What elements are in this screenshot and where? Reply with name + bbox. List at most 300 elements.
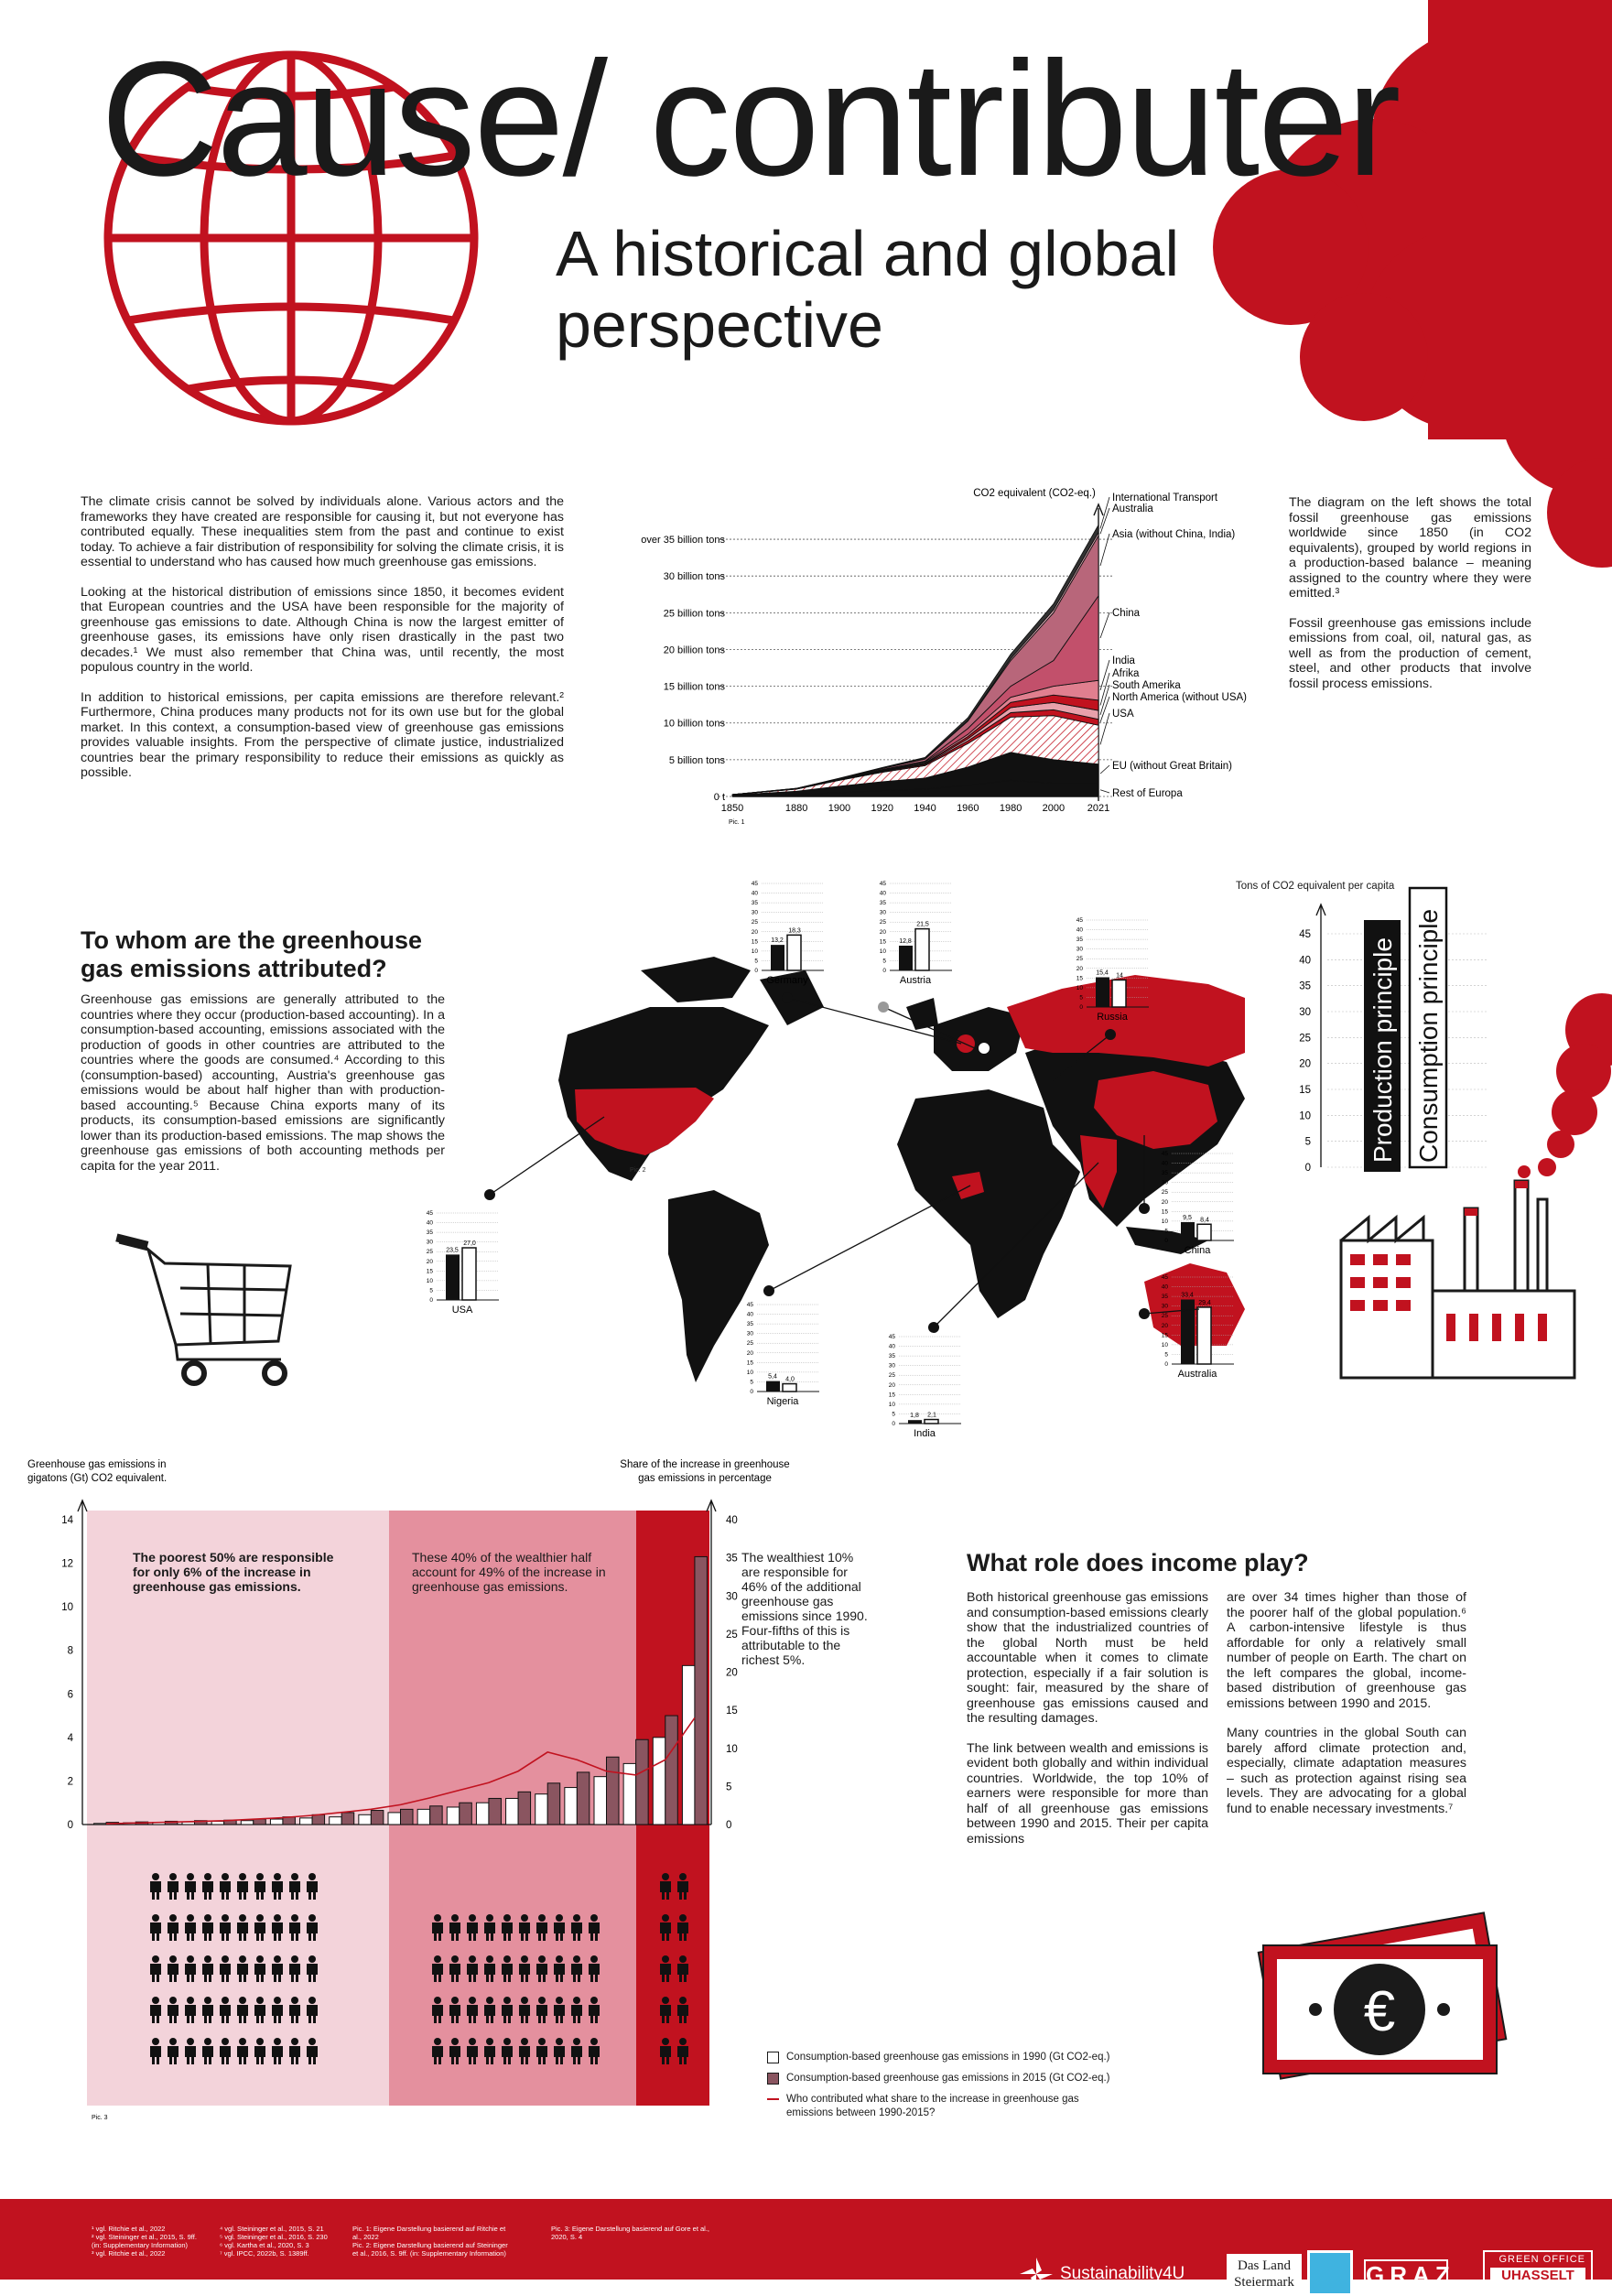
legend-label-share: Who contributed what share to the increase in greenhouse gas emissions between 1990-2015? [786,2094,1079,2118]
bar-2015 [607,1757,620,1825]
mini-y-tick: 45 [1076,917,1083,924]
person-icon-head [486,1955,493,1963]
mini-y-tick: 20 [888,1381,895,1389]
bar-2015 [665,1716,678,1825]
mini-y-tick: 25 [746,1340,753,1348]
money-bill-icon [1250,1904,1515,2087]
person-icon-head [590,1914,598,1922]
person-icon-head [469,1955,476,1963]
footer-ref-line: 2020, S. 4 [551,2233,583,2241]
person-icon-head [256,2038,264,2045]
bar-production-label: 1,8 [910,1413,919,1420]
mini-y-tick: 35 [1161,1294,1168,1301]
mini-y-tick: 30 [751,909,758,916]
footer-ref-line: ⁷ vgl. IPCC, 2022b, S. 1389ff. [220,2249,309,2258]
bar-consumption [787,935,801,970]
footer-ref-line: Pic. 1: Eigene Darstellung basierend auf Ritchie et [352,2225,506,2233]
mini-y-tick: 5 [429,1287,433,1294]
mini-y-tick: 10 [751,948,758,955]
income-column-2 [1227,1590,1466,1831]
legend-y-tick: 5 [1304,1136,1311,1148]
person-icon-head [556,1955,563,1963]
mini-y-tick: 30 [879,909,886,916]
logo-sustainability-text: Sustainability4U [1060,2264,1185,2283]
footer-ref-line: ⁴ vgl. Steininger et al., 2015, S. 21 [220,2225,324,2233]
person-icon-head [662,1997,669,2004]
mini-y-tick: 10 [746,1369,753,1376]
mini-y-tick: 0 [429,1297,433,1304]
country-label: Russia [1097,1012,1128,1023]
bar-2015 [254,1819,266,1825]
person-icon-head [679,1914,687,1922]
mini-y-tick: 25 [1161,1313,1168,1320]
income-ylabel-left: Greenhouse gas emissions in [27,1459,167,1470]
person-icon-head [486,2038,493,2045]
per-capita-title: Tons of CO2 equivalent per capita [1236,881,1395,892]
callout-line [769,1186,970,1291]
bar-2015 [312,1814,325,1825]
person-icon-head [169,1914,177,1922]
pic3-label: Pic. 3 [92,2115,108,2121]
person-icon-head [256,1997,264,2004]
person-icon-head [679,2038,687,2045]
area-x-tick-label: 1980 [999,803,1022,814]
area-series-label: China [1112,608,1141,619]
bar-1990 [94,1824,107,1825]
bar-production-label: 23,5 [446,1247,459,1254]
page-title: Cause/ contributer [101,27,1400,210]
area-x-tick-label: 1920 [871,803,893,814]
person-icon-head [573,2038,580,2045]
bar-production [446,1254,460,1300]
area-series-label: Asia (without China, India) [1112,529,1236,540]
income-right-tick: 20 [726,1667,738,1679]
income-right-tick: 10 [726,1743,738,1755]
legend-swatch-2015 [767,2073,779,2085]
bar-consumption-label: 8,4 [1200,1217,1209,1224]
area-label-leader [1100,765,1109,774]
mini-y-tick: 45 [426,1210,433,1217]
country-bar-chart-nigeria [747,1186,970,1407]
area-y-tick-label: 5 billion tons [668,754,725,766]
person-icon-head [187,1997,194,2004]
mini-y-tick: 20 [746,1349,753,1357]
mini-y-tick: 15 [1076,975,1083,982]
person-icon-head [256,1873,264,1880]
income-right-tick: 40 [726,1515,738,1526]
mini-y-tick: 0 [750,1389,753,1395]
mini-y-tick: 35 [879,900,886,907]
income-col2-paragraph-2: Many countries in the global South can barely afford climate protection and, especially, climate adaptation measures – such as protection against rising sea levels. They are advocating for a global fund to enable necessary investments.⁷ [1227,1726,1466,1816]
person-icon-head [256,1955,264,1963]
bar-1990 [241,1821,254,1825]
country-label: Austria [899,975,932,986]
person-icon-head [187,1873,194,1880]
bar-consumption [1197,1224,1211,1240]
person-icon-head [469,2038,476,2045]
mini-y-tick: 10 [1161,1341,1168,1348]
chart-description [1289,495,1531,706]
person-icon-head [679,1955,687,1963]
bar-1990 [388,1813,401,1825]
mini-y-tick: 25 [879,919,886,926]
person-icon-head [486,1914,493,1922]
annotation-richest: The wealthiest 10% are responsible for 46% of the additional greenhouse gas emissions since 1990. Four-fifths of this is attributable to the richest 5%. [741,1550,868,1667]
area-y-tick-label: 0 t [713,792,725,803]
income-legend [767,2051,1152,2120]
mini-y-tick: 35 [751,900,758,907]
mini-y-tick: 5 [1164,1351,1168,1359]
intro-paragraph-1: The climate crisis cannot be solved by individuals alone. Various actors and the frameworks they have created are responsible for causing it, but not everyone has contributed equally. These inequalities stem from the past and continue to exist today. To achieve a fair distribution of responsibility for solving the climate crisis, it is essential to understand who has caused how much greenhouse gas emissions. [81,494,564,569]
income-left-tick: 6 [67,1689,73,1701]
legend-line-share [767,2098,779,2100]
person-icon-head [538,1914,546,1922]
person-icon-head [503,1955,511,1963]
area-label-leader [1100,612,1109,638]
area-label-leader [1100,660,1109,690]
intro-paragraph-3: In addition to historical emissions, per capita emissions are therefore relevant.² Furthermore, China produces many products not for its own use but for the global market. In this context, a consumption-based view of greenhouse gas emissions provides valuable insights. From the perspective of climate justice, industrialized countries bear the primary responsibility to reduce their emissions as quickly as possible. [81,689,564,780]
area-series-label: International Transport [1112,493,1218,504]
footer-ref-line: al., 2022 [352,2233,379,2241]
area-y-tick-label: 25 billion tons [663,608,725,620]
subtitle-line-2: perspective [556,289,883,361]
mini-y-tick: 45 [1161,1274,1168,1281]
person-icon-head [590,1955,598,1963]
bar-1990 [536,1794,548,1825]
legend-item-2015 [767,2072,1152,2085]
area-x-tick-label: 1960 [957,803,979,814]
bar-production [899,946,913,970]
mini-y-tick: 45 [746,1302,753,1308]
legend-production-label: Production principle [1369,937,1397,1163]
income-left-tick: 10 [61,1602,73,1614]
person-icon-head [291,1997,298,2004]
person-icon-head [679,1873,687,1880]
person-icon-head [308,1955,316,1963]
mini-y-tick: 5 [750,1379,753,1386]
bar-consumption-label: 4,0 [785,1376,795,1383]
callout-dot [878,1002,889,1013]
legend-y-tick: 0 [1304,1163,1311,1174]
person-icon-head [308,2038,316,2045]
bar-2015 [547,1783,560,1825]
bar-consumption-label: 18,3 [788,927,801,935]
income-column-1 [967,1590,1208,1861]
mini-y-tick: 15 [751,938,758,946]
mini-y-tick: 45 [888,1334,895,1340]
mini-y-tick: 40 [751,890,758,897]
area-series-label: Afrika [1112,668,1140,679]
mini-y-tick: 15 [1161,1332,1168,1339]
mini-y-tick: 15 [746,1359,753,1367]
logo-steiermark [1227,2254,1302,2294]
area-y-tick-label: 30 billion tons [663,571,725,583]
person-icon-head [538,1997,546,2004]
euro-symbol-icon: € [1363,1980,1396,2043]
bar-production [766,1381,780,1392]
mini-y-tick: 45 [751,881,758,887]
area-series-label: EU (without Great Britain) [1112,761,1233,772]
factory-icon [1336,1163,1584,1392]
mini-y-tick: 15 [1161,1208,1168,1216]
mini-y-tick: 0 [892,1421,895,1427]
mini-y-tick: 10 [1076,984,1083,991]
person-icon-head [521,1997,528,2004]
legend-y-tick: 30 [1299,1007,1311,1018]
person-icon-head [274,1997,281,2004]
mini-y-tick: 20 [879,928,886,936]
area-label-leader [1100,534,1109,566]
mini-y-tick: 30 [1161,1303,1168,1310]
mini-y-tick: 20 [1161,1322,1168,1329]
bar-production [908,1420,922,1424]
income-left-tick: 0 [67,1820,73,1831]
area-x-tick-label: 2021 [1087,803,1110,814]
person-icon-head [169,1997,177,2004]
mini-y-tick: 35 [426,1229,433,1237]
mini-y-tick: 10 [888,1401,895,1408]
legend-y-tick: 20 [1299,1058,1311,1070]
logo-steiermark-line1: Das Land [1238,2258,1291,2273]
callout-dot [763,1285,774,1296]
bar-2015 [489,1798,502,1825]
mini-y-tick: 5 [882,958,886,965]
shopping-cart-icon [112,1231,304,1387]
description-paragraph-2: Fossil greenhouse gas emissions include emissions from coal, oil, natural gas, as well as from the production of cement, steel, and other products that involve fossil process emissions. [1289,615,1531,691]
mini-y-tick: 30 [888,1362,895,1370]
person-icon-head [239,1914,246,1922]
person-icon-head [451,1914,459,1922]
footer-ref-line: ⁵ vgl. Steininger et al., 2016, S. 230 [220,2233,328,2241]
income-left-tick: 12 [61,1558,73,1570]
person-icon-head [291,1914,298,1922]
income-right-tick: 30 [726,1591,738,1603]
bar-1990 [447,1807,460,1825]
mini-y-tick: 10 [1161,1218,1168,1225]
income-left-tick: 14 [61,1515,73,1526]
area-y-tick-label: 10 billion tons [663,718,725,730]
callout-dot [782,992,793,1003]
person-icon-head [222,1914,229,1922]
income-left-tick: 2 [67,1776,73,1788]
person-icon-head [204,1997,211,2004]
bar-consumption [462,1248,476,1300]
legend-label-2015: Consumption-based greenhouse gas emissions in 2015 (Gt CO2-eq.) [786,2073,1110,2084]
logo-badge-icon [1307,2250,1353,2296]
bar-1990 [330,1817,342,1825]
country-bar-chart-usa [427,1117,604,1316]
person-icon-head [469,1997,476,2004]
person-icon-head [152,1914,159,1922]
bar-1990 [211,1821,224,1825]
person-icon-head [434,1997,441,2004]
callout-dot [1139,1203,1150,1214]
person-icon-head [152,1955,159,1963]
attribution-heading: To whom are the greenhouse gas emissions attributed? [81,926,423,982]
bar-1990 [682,1665,695,1825]
footer-refs-3-list [352,2225,508,2258]
person-icon-head [556,1914,563,1922]
legend-y-tick: 40 [1299,955,1311,967]
logo-green-office-line2: UHASSELT [1490,2268,1585,2283]
mini-y-tick: 40 [1161,1283,1168,1291]
bar-2015 [636,1739,649,1825]
small-cloud-shape [1510,1002,1612,1190]
person-icon-head [204,1955,211,1963]
bar-production [1096,977,1109,1007]
bar-consumption-label: 14 [1116,972,1123,980]
area-series-label: India [1112,655,1135,666]
annotation-poorest: The poorest 50% are responsible for only 6% of the increase in greenhouse gas emissions. [133,1550,334,1594]
bar-consumption [1197,1307,1211,1364]
logo-steiermark-line2: Steiermark [1234,2275,1294,2290]
country-label: China [1184,1245,1211,1256]
bar-2015 [460,1803,472,1825]
footer-ref-line: Pic. 2: Eigene Darstellung basierend auf Steininger [352,2241,508,2249]
mini-y-tick: 30 [1076,946,1083,953]
person-icon-head [204,1914,211,1922]
legend-y-tick: 25 [1299,1033,1311,1045]
person-icon-head [573,1914,580,1922]
mini-y-tick: 15 [879,938,886,946]
person-icon-head [521,1914,528,1922]
person-icon-head [434,1914,441,1922]
area-y-tick-label: 15 billion tons [663,681,725,693]
person-icon-head [187,2038,194,2045]
bar-consumption [925,1420,938,1424]
income-right-tick: 35 [726,1553,738,1565]
mini-y-tick: 35 [746,1321,753,1328]
mini-y-tick: 0 [1079,1004,1083,1011]
footer-ref-line: ¹ vgl. Ritchie et al., 2022 [92,2225,166,2233]
person-icon-head [503,1914,511,1922]
mini-y-tick: 40 [426,1219,433,1227]
area-y-tick-label: 20 billion tons [663,644,725,656]
mini-y-tick: 0 [754,968,758,974]
person-icon-head [556,1997,563,2004]
bar-2015 [371,1811,384,1825]
legend-consumption-label: Consumption principle [1414,908,1443,1163]
area-x-tick-label: 1850 [720,803,744,814]
bar-production-label: 9,5 [1183,1214,1192,1221]
income-col1-paragraph-2: The link between wealth and emissions is evident both globally and within individual countries. Worldwide, the top 10% of earners were responsible for more than half of all greenhouse gas emissions between 1990 and 2015. Their per capita emissions [967,1740,1208,1847]
bar-1990 [476,1803,489,1825]
callout-dot [484,1189,495,1200]
income-left-tick: 8 [67,1645,73,1657]
bar-1990 [623,1763,636,1825]
area-label-leader [1100,790,1109,793]
person-icon-head [503,1997,511,2004]
income-right-tick: 5 [726,1782,732,1793]
person-icon-head [222,1997,229,2004]
person-icon-head [556,2038,563,2045]
country-label: Germany [766,975,808,986]
legend-y-tick: 15 [1299,1085,1311,1096]
income-right-tick: 0 [726,1820,732,1831]
bar-production [1181,1222,1195,1240]
per-capita-legend-axis [1291,888,1510,1181]
person-icon-head [434,1955,441,1963]
person-icon-head [169,1955,177,1963]
person-icon-head [503,2038,511,2045]
annotation-middle: These 40% of the wealthier half account for 49% of the increase in greenhouse gas emissions. [412,1550,606,1594]
intro-text [81,494,564,796]
bar-1990 [300,1818,313,1825]
mini-y-tick: 45 [879,881,886,887]
mini-y-tick: 25 [426,1249,433,1256]
area-series-label: South Amerika [1112,680,1181,691]
country-label: India [914,1428,936,1439]
bar-consumption-label: 2,1 [927,1412,936,1419]
mini-y-tick: 25 [1076,956,1083,963]
person-icon-head [451,1955,459,1963]
person-icon-head [187,1955,194,1963]
mini-y-tick: 0 [1164,1361,1168,1368]
bar-consumption-label: 21,5 [916,921,929,928]
bar-1990 [594,1777,607,1825]
person-icon-head [274,1955,281,1963]
person-icon-head [469,1914,476,1922]
income-left-tick: 4 [67,1732,73,1744]
person-icon-head [169,2038,177,2045]
area-series-label: Rest of Europa [1112,788,1183,799]
bar-production-label: 13,2 [771,937,784,945]
legend-swatch-1990 [767,2052,779,2063]
mini-y-tick: 5 [1079,994,1083,1002]
mini-y-tick: 5 [1164,1228,1168,1235]
legend-item-1990 [767,2051,1152,2064]
income-ylabel-left-2: gigatons (Gt) CO2 equivalent. [27,1473,168,1484]
mini-y-tick: 0 [1164,1238,1168,1244]
person-icon-head [521,1955,528,1963]
area-x-tick-label: 2000 [1042,803,1066,814]
area-x-tick-label: 1900 [828,803,851,814]
mini-y-tick: 30 [746,1330,753,1338]
income-ylabel-right-2: gas emissions in percentage [638,1473,772,1484]
person-icon-head [239,1955,246,1963]
bar-2015 [341,1813,354,1825]
area-x-tick-label: 1940 [914,803,936,814]
income-ylabel-right: Share of the increase in greenhouse [620,1459,790,1470]
person-icon-head [451,2038,459,2045]
person-icon-head [152,1997,159,2004]
bar-production-label: 5,4 [768,1373,777,1381]
footer-refs-2-list [220,2225,328,2258]
person-icon-head [486,1997,493,2004]
person-icon-head [222,1955,229,1963]
attribution-text: Greenhouse gas emissions are generally attributed to the countries where they occur (production-based accounting). In a consumption-based accounting, emissions associated with the production of goods in other countries are attributed to the countries where the goods are consumed.⁴ According to this (consumption-based) accounting, Austria's greenhouse gas emissions would be about half higher than with production-based accounting.⁵ Because China exports many of its products, its consumption-based emissions are significantly lower than its production-based emissions. The map shows the greenhouse gas emissions of both accounting methods per capita for the year 2011. [81,992,445,1174]
description-paragraph-1: The diagram on the left shows the total fossil greenhouse gas emissions worldwide since 1850 (in CO2 equivalents), grouped by world regions in a production-based balance – meaning assigned to the country where they were emitted.³ [1289,495,1531,601]
footer-ref-line: ³ vgl. Ritchie et al., 2022 [92,2249,166,2258]
income-col2-paragraph-1: are over 34 times higher than those of the poorer half of the global population.⁶ A carbon-intensive lifestyle is thus affordable for only a relatively small number of people on Earth. The chart on the left compares the global, income-based distribution of greenhouse gas emissions between 1990 and 2015. [1227,1590,1466,1711]
mini-y-tick: 35 [1076,937,1083,944]
person-icon-head [291,1873,298,1880]
footer-refs-4-list [551,2225,709,2241]
bar-1990 [270,1819,283,1825]
person-icon-head [308,1914,316,1922]
historical-emissions-chart [622,481,1291,829]
legend-item-share [767,2093,1152,2120]
bar-consumption [1112,980,1126,1007]
sustainability-logo-icon [1016,2254,1056,2294]
callout-dot [1139,1308,1150,1319]
person-icon-head [152,2038,159,2045]
mini-y-tick: 35 [1161,1170,1168,1177]
bar-1990 [359,1814,372,1825]
bar-2015 [577,1772,590,1825]
footer-ref-line: (in: Supplementary Information) [92,2241,189,2249]
person-icon-head [291,1955,298,1963]
